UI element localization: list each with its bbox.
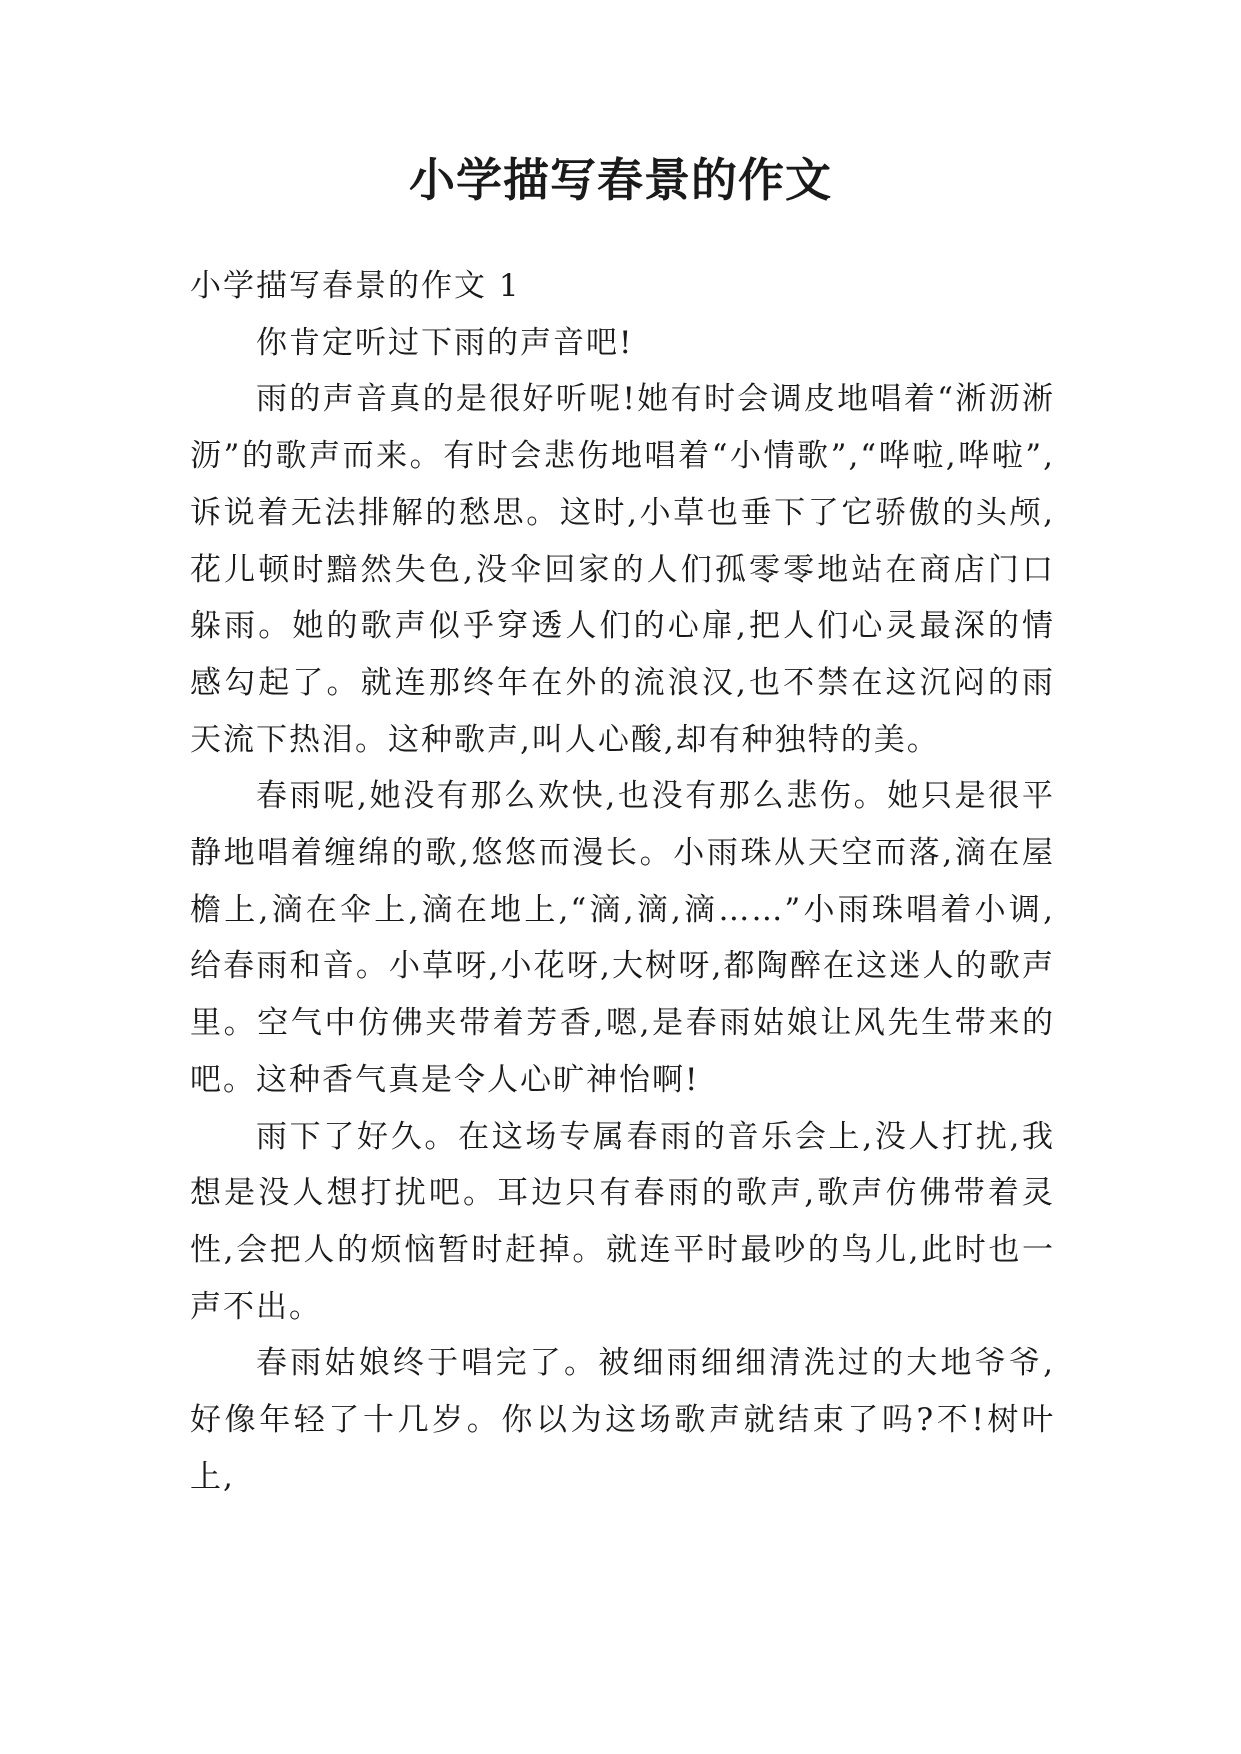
section-heading: 小学描写春景的作文 1 bbox=[190, 268, 521, 304]
paragraph-2: 雨的声音真的是很好听呢!她有时会调皮地唱着“淅沥淅沥”的歌声而来。有时会悲伤地唱着“小情歌”,“哗啦,哗啦”,诉说着无法排解的愁思。这时,小草也垂下了它骄傲的头颅,花儿顿时黯然失色,没伞回家的人们孤零零地站在商店门口躲雨。她的歌声似乎穿透人们的心扉,把人们心灵最深的情感勾起了。就连那终年在外的流浪汉,也不禁在这沉闷的雨天流下热泪。这种歌声,叫人心酸,却有种独特的美。 bbox=[190, 381, 1055, 758]
paragraph-3: 春雨呢,她没有那么欢快,也没有那么悲伤。她只是很平静地唱着缠绵的歌,悠悠而漫长。小雨珠从天空而落,滴在屋檐上,滴在伞上,滴在地上,“滴,滴,滴……”小雨珠唱着小调,给春雨和音。小草呀,小花呀,大树呀,都陶醉在这迷人的歌声里。空气中仿佛夹带着芳香,嗯,是春雨姑娘让风先生带来的吧。这种香气真是令人心旷神怡啊! bbox=[190, 778, 1055, 1098]
paragraph-4: 雨下了好久。在这场专属春雨的音乐会上,没人打扰,我想是没人想打扰吧。耳边只有春雨的歌声,歌声仿佛带着灵性,会把人的烦恼暂时赶掉。就连平时最吵的鸟儿,此时也一声不出。 bbox=[190, 1118, 1055, 1325]
document-body bbox=[190, 258, 1055, 1505]
document-title: 小学描写春景的作文 bbox=[409, 153, 832, 207]
paragraph-1: 你肯定听过下雨的声音吧! bbox=[256, 324, 634, 361]
paragraph-5: 春雨姑娘终于唱完了。被细雨细细清洗过的大地爷爷,好像年轻了十几岁。你以为这场歌声就结束了吗?不!树叶上, bbox=[190, 1345, 1055, 1495]
